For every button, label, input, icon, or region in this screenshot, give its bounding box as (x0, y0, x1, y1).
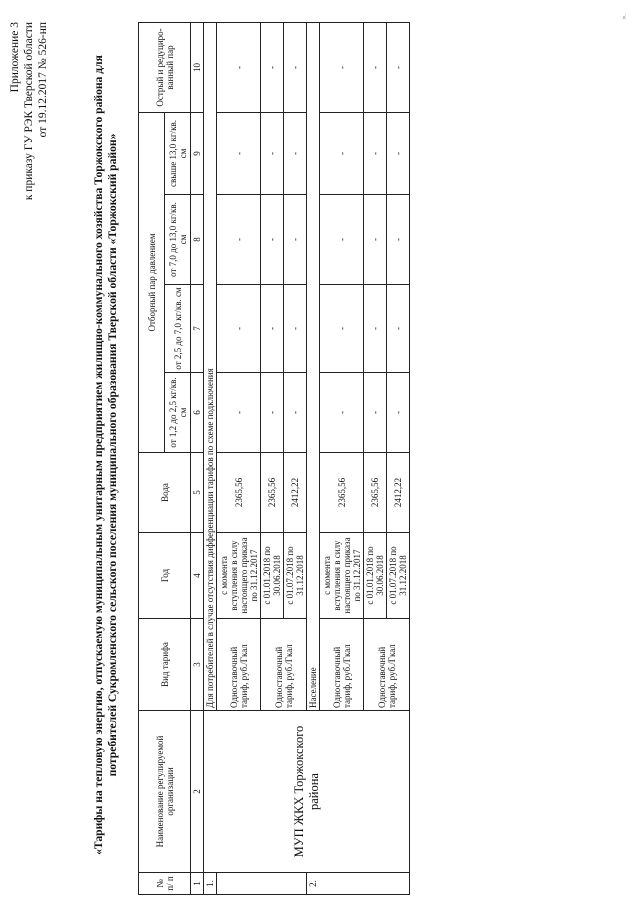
year-cell: с 01.01.2018 по 30.06.2018 (261, 533, 284, 619)
sharp-steam-cell: - (364, 22, 387, 112)
colnum: 1 (191, 873, 204, 895)
pressure-2-cell: - (320, 285, 364, 373)
year-cell: с 01.07.2018 по 31.12.2018 (387, 533, 410, 619)
header-tariff-type: Вид тарифа (139, 619, 191, 711)
pressure-1-cell: - (387, 373, 410, 453)
pressure-1-cell: - (261, 373, 284, 453)
year-cell: с 01.01.2018 по 30.06.2018 (364, 533, 387, 619)
pressure-4-cell: - (217, 112, 261, 194)
header-sharp-steam: Острый и редуциро- ванный пар (139, 22, 191, 112)
tariff-type-cell: Одноставочный тариф, руб./Гкал (261, 619, 307, 711)
colnum: 7 (191, 285, 204, 373)
pressure-2-cell: - (364, 285, 387, 373)
tariff-type-cell: Одноставочный тариф, руб./Гкал (320, 619, 364, 711)
pressure-4-cell: - (261, 112, 284, 194)
colnum: 5 (191, 453, 204, 533)
tariff-type-cell: Одноставочный тариф, руб./Гкал (217, 619, 261, 711)
pressure-3-cell: - (320, 195, 364, 285)
header-pressure-2: от 2,5 до 7,0 кг/кв. см (165, 285, 191, 373)
pressure-4-cell: - (320, 112, 364, 194)
water-cell: 2365,56 (217, 453, 261, 533)
water-cell: 2365,56 (320, 453, 364, 533)
pressure-4-cell: - (284, 112, 307, 194)
sharp-steam-cell: - (284, 22, 307, 112)
pressure-3-cell: - (364, 195, 387, 285)
tariff-table (138, 22, 410, 895)
pressure-3-cell: - (387, 195, 410, 285)
header-year: Год (139, 533, 191, 619)
page-end-mark: ». (620, 14, 628, 20)
pressure-3-cell: - (261, 195, 284, 285)
pressure-2-cell: - (261, 285, 284, 373)
header-pressure-1: от 1,2 до 2,5 кг/кв. см (165, 373, 191, 453)
year-cell: с 01.07.2018 по 31.12.2018 (284, 533, 307, 619)
appendix-label: Приложение 3 (9, 22, 21, 93)
pressure-3-cell: - (217, 195, 261, 285)
pressure-4-cell: - (364, 112, 387, 194)
pressure-1-cell: - (284, 373, 307, 453)
water-cell: 2412,22 (387, 453, 410, 533)
colnum: 2 (191, 711, 204, 873)
pressure-1-cell: - (320, 373, 364, 453)
header-steam-group: Отборный пар давлением (139, 112, 165, 452)
organization-name: МУП ЖКХ Торжокского района (204, 711, 410, 873)
document-title-line-2: потребителей Сукромленского сельского поселения муниципального образования Тверской области «Торжокский район» (106, 133, 119, 777)
year-cell: с момента вступления в силу настоящего приказа по 31.12.2017 (217, 533, 261, 619)
colnum: 4 (191, 533, 204, 619)
pressure-4-cell: - (387, 112, 410, 194)
colnum: 10 (191, 22, 204, 112)
colnum: 8 (191, 195, 204, 285)
pressure-2-cell: - (387, 285, 410, 373)
header-water: Вода (139, 453, 191, 533)
header-pressure-4: свыше 13,0 кг/кв. см (165, 112, 191, 194)
tariff-type-cell: Одноставочный тариф, руб./Гкал (364, 619, 410, 711)
section-heading: Для потребителей в случае отсутствия дифференциации тарифов по схеме подключения (204, 22, 217, 710)
appendix-order: к приказу ГУ РЭК Тверской области (23, 22, 35, 201)
header-org: Наименование регулируемой организации (139, 711, 191, 873)
appendix-date: от 19.12.2017 № 526-нп (37, 22, 49, 138)
sharp-steam-cell: - (217, 22, 261, 112)
document-title-line-1: «Тарифы на тепловую энергию, отпускаемую муниципальным унитарным предприятием жилищно-коммунального хозяйства Торжокского района для (92, 55, 105, 855)
pressure-3-cell: - (284, 195, 307, 285)
pressure-1-cell: - (217, 373, 261, 453)
sharp-steam-cell: - (387, 22, 410, 112)
water-cell: 2412,22 (284, 453, 307, 533)
sharp-steam-cell: - (261, 22, 284, 112)
header-pressure-3: от 7,0 до 13,0 кг/кв. см (165, 195, 191, 285)
section-number: 1. (204, 873, 217, 895)
water-cell: 2365,56 (261, 453, 284, 533)
pressure-2-cell: - (217, 285, 261, 373)
header-num: № п/ п (139, 873, 191, 895)
section-heading-row (204, 22, 217, 894)
colnum: 3 (191, 619, 204, 711)
year-cell: с момента вступления в силу настоящего приказа по 31.12.2017 (320, 533, 364, 619)
section-number: 2. (307, 873, 410, 895)
column-number-row (191, 22, 204, 894)
header-row (139, 22, 165, 894)
water-cell: 2365,56 (364, 453, 387, 533)
pressure-2-cell: - (284, 285, 307, 373)
colnum: 6 (191, 373, 204, 453)
sharp-steam-cell: - (320, 22, 364, 112)
pressure-1-cell: - (364, 373, 387, 453)
section-heading: Население (307, 22, 320, 710)
colnum: 9 (191, 112, 204, 194)
